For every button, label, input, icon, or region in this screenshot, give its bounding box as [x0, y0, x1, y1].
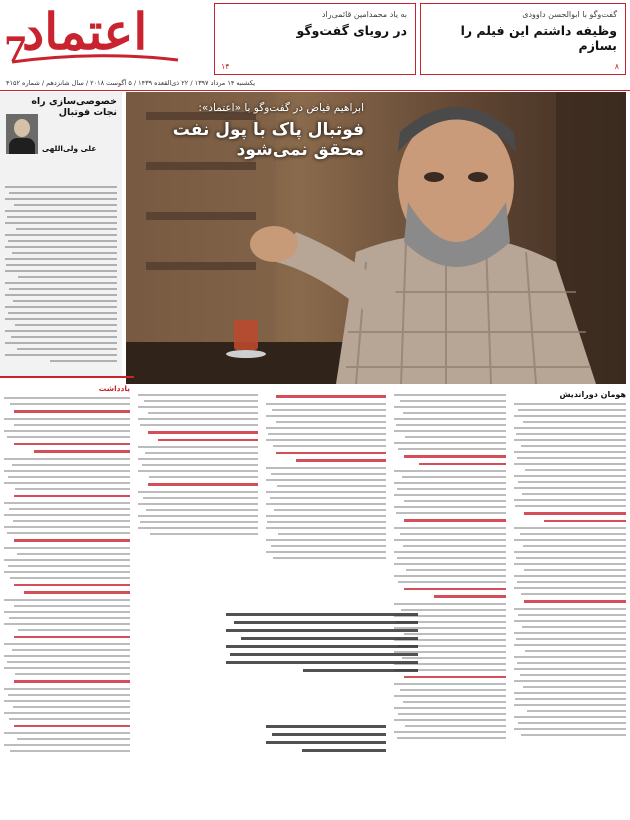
opinion-body-text	[5, 186, 117, 362]
section-tag: یادداشت	[98, 384, 130, 393]
teaser-kicker: به یاد محمدامین قائمی‌راد	[321, 10, 407, 19]
newspaper-logo[interactable]	[0, 0, 210, 78]
teaser-title: وظیفه داشتم این فیلم را بسازم	[460, 23, 617, 53]
masthead	[0, 0, 630, 92]
teaser-kicker: گفت‌وگو با ابوالحسن داوودی	[522, 10, 617, 19]
teaser-page-ref: ۱۴	[221, 62, 230, 71]
teaser-box[interactable]	[214, 3, 416, 75]
article-column	[510, 384, 630, 820]
author-name: علی ولی‌اللهی	[42, 144, 97, 153]
lead-kicker: ابراهیم فیاض در گفت‌وگو با «اعتماد»:	[198, 102, 364, 114]
logo-swash-icon	[10, 52, 180, 66]
pull-quote	[220, 602, 424, 674]
dateline-bar	[0, 78, 630, 91]
dateline-text: یکشنبه ۱۴ مرداد ۱۳۹۷ / ۲۲ ذی‌القعده ۱۴۳۹ / ۵ آگوست ۲۰۱۸ / سال شانزدهم / شماره ۴۱۵۲	[6, 79, 255, 87]
lead-photo	[126, 92, 626, 384]
teaser-box[interactable]	[420, 3, 626, 75]
opinion-title[interactable]: خصوصی‌سازی راه نجات فوتبال	[31, 96, 117, 118]
teaser-title: در رویای گفت‌وگو	[296, 23, 407, 38]
article-byline: هومان دوراندیش	[559, 390, 626, 399]
lead-headline[interactable]: فوتبال پاک با پول نفت محقق نمی‌شود	[172, 120, 364, 160]
logo-wordmark: اعتماد	[22, 2, 148, 61]
teaser-page-ref: ۸	[614, 62, 619, 71]
article-column	[0, 376, 134, 820]
page-number: 7	[4, 30, 28, 70]
author-avatar	[6, 114, 38, 154]
pull-quote	[262, 716, 390, 758]
opinion-column	[0, 92, 122, 376]
